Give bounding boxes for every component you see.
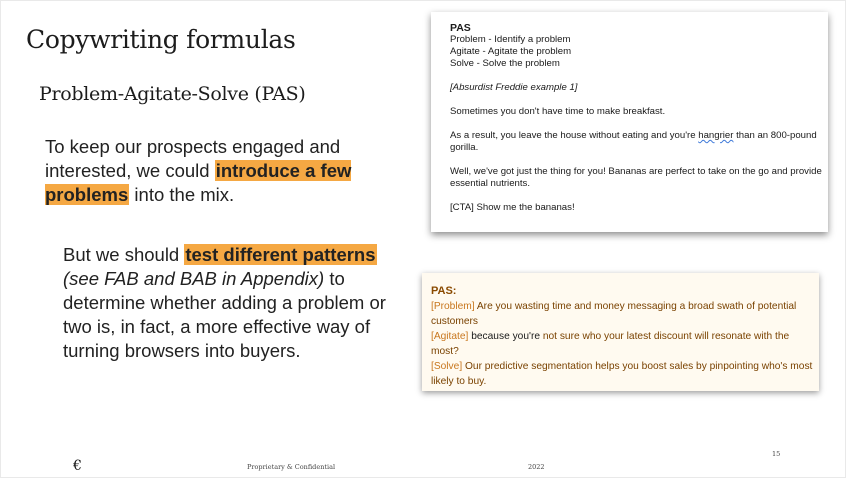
test-text-pre: But we should: [63, 244, 185, 265]
example-p2-pre: As a result, you leave the house without eating and you're: [450, 130, 699, 141]
example-p2-post: than an 800-pound gorilla.: [450, 130, 817, 153]
pas-example-heading: PAS:: [431, 285, 457, 297]
example-paragraph-1: Sometimes you don't have time to make breakfast.: [450, 106, 666, 117]
example-label: [Absurdist Freddie example 1]: [450, 82, 578, 93]
test-appendix-note: (see FAB and BAB in Appendix): [63, 268, 325, 289]
footer-confidential: Proprietary & Confidential: [247, 463, 336, 471]
footer-year: 2022: [528, 463, 545, 471]
slide-title: Copywriting formulas: [26, 25, 296, 54]
test-paragraph: [63, 243, 393, 363]
problem-tag: [Problem]: [431, 301, 475, 312]
example-paragraph-3: Well, we've got just the thing for you! Bananas are perfect to take on the go and provide essential nutrients.: [450, 166, 822, 189]
agitate-tag: [Agitate]: [431, 331, 469, 342]
agitate-text-b: not sure who your latest discount will resonate with the most?: [431, 331, 790, 357]
pas-line-agitate: Agitate - Agitate the problem: [450, 46, 572, 57]
pas-example-box: [422, 273, 819, 391]
pas-box-heading: PAS: [450, 22, 471, 34]
solve-text: Our predictive segmentation helps you boost sales by pinpointing who's most likely to buy.: [431, 361, 813, 387]
test-highlight: test different patterns: [185, 244, 376, 265]
pas-line-solve: Solve - Solve the problem: [450, 58, 560, 69]
intro-text-pre: To keep our prospects engaged and interested, we could: [45, 136, 341, 181]
intro-text-post: into the mix.: [129, 184, 235, 205]
example-cta: [CTA] Show me the bananas!: [450, 202, 575, 213]
slide: [1, 1, 845, 477]
pas-example-problem: [431, 299, 815, 329]
problem-text: Are you wasting time and money messaging a broad swath of potential customers: [431, 301, 797, 327]
pas-example-agitate: [431, 329, 815, 359]
brand-logo-icon: €: [73, 458, 82, 474]
test-text-post: to determine whether adding a problem or two is, in fact, a more effective way of turning browsers into buyers.: [63, 268, 386, 361]
page-number: 15: [772, 450, 781, 458]
pas-template-box: [431, 12, 828, 232]
example-paragraph-2: [450, 130, 822, 154]
intro-highlight: introduce a few problems: [45, 160, 352, 205]
spellcheck-word: hangrier: [698, 130, 734, 141]
agitate-text-a: because you're: [468, 331, 540, 342]
slide-subtitle: Problem-Agitate-Solve (PAS): [39, 83, 306, 105]
pas-line-problem: Problem - Identify a problem: [450, 34, 571, 45]
solve-tag: [Solve]: [431, 361, 463, 372]
intro-paragraph: [45, 135, 365, 207]
pas-example-solve: [431, 359, 815, 389]
